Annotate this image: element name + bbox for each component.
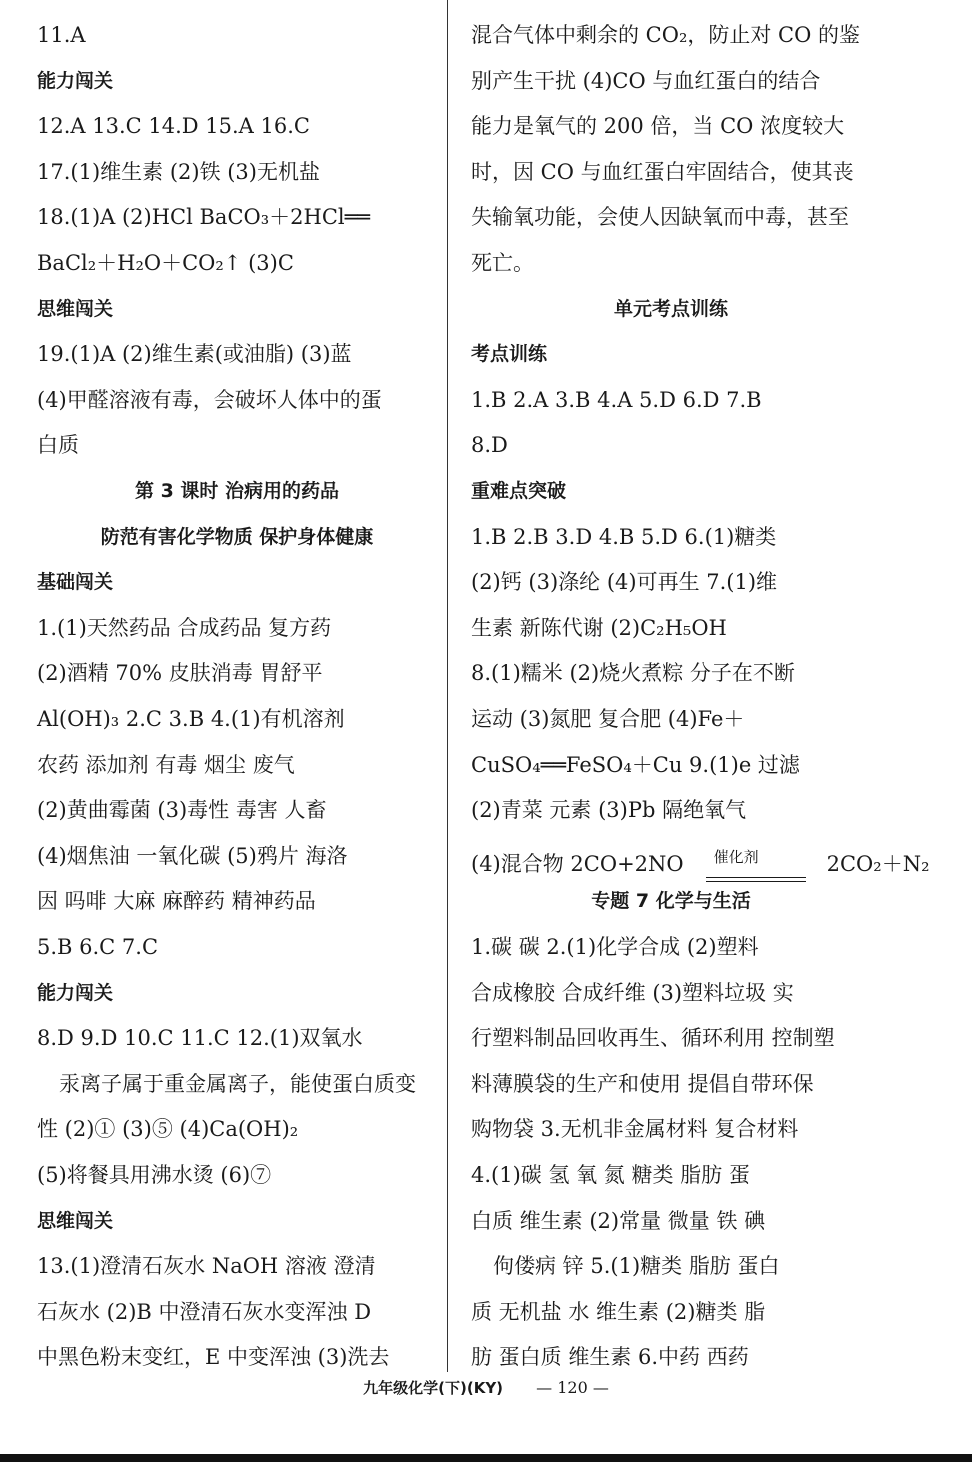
answer-line: 8.D 9.D 10.C 11.C 12.(1)双氧水 [37,1026,363,1051]
answer-line: 肪 蛋白质 维生素 6.中药 西药 [471,1345,749,1370]
page-number: — 120 — [536,1378,609,1397]
answer-line: (2)青菜 元素 (3)Pb 隔绝氧气 [471,798,747,823]
answer-line: 白质 [37,433,79,458]
answer-line: 能力是氧气的 200 倍，当 CO 浓度较大 [471,114,845,139]
answer-line: 18.(1)A (2)HCl BaCO₃＋2HCl══ [37,205,370,230]
answer-line: 11.A [37,23,86,47]
answer-line: 佝偻病 锌 5.(1)糖类 脂肪 蛋白 [493,1254,780,1279]
answer-line: (4)烟焦油 一氧化碳 (5)鸦片 海洛 [37,843,348,868]
answer-line: 别产生干扰 (4)CO 与血红蛋白的结合 [471,68,821,93]
answer-line: 1.碳 碳 2.(1)化学合成 (2)塑料 [471,935,759,959]
section-heading: 能力闯关 [37,981,114,1004]
answer-line: 13.(1)澄清石灰水 NaOH 溶液 澄清 [37,1254,376,1279]
answer-line: 汞离子属于重金属离子，能使蛋白质变 [59,1071,416,1096]
equation-line [471,849,929,879]
answer-line: 性 (2)① (3)⑤ (4)Ca(OH)₂ [37,1117,299,1142]
answer-line: 4.(1)碳 氢 氧 氮 糖类 脂肪 蛋 [471,1163,750,1187]
answer-line: 合成橡胶 合成纤维 (3)塑料垃圾 实 [471,980,794,1005]
page-footer [0,1376,972,1400]
answer-line: 购物袋 3.无机非金属材料 复合材料 [471,1117,799,1142]
answer-line: 运动 (3)氮肥 复合肥 (4)Fe＋ [471,707,745,731]
section-heading: 思维闯关 [37,297,114,320]
answer-line: 质 无机盐 水 维生素 (2)糖类 脂 [471,1299,766,1324]
answer-line: (2)钙 (3)涤纶 (4)可再生 7.(1)维 [471,570,778,595]
answer-line: 失输氧功能，会使人因缺氧而中毒，甚至 [471,205,849,230]
lesson-title: 单元考点训练 [613,297,728,320]
answer-line: 8.(1)糯米 (2)烧火煮粽 分子在不断 [471,661,795,686]
answer-line: 中黑色粉末变红，E 中变浑浊 (3)洗去 [37,1345,390,1370]
answer-line: 石灰水 (2)B 中澄清石灰水变浑浊 D [37,1299,372,1324]
answer-line: 1.B 2.A 3.B 4.A 5.D 6.D 7.B [471,387,762,412]
section-heading: 基础闯关 [37,571,114,594]
answer-line: 17.(1)维生素 (2)铁 (3)无机盐 [37,159,320,184]
answer-line: 白质 维生素 (2)常量 微量 铁 碘 [471,1208,766,1233]
answer-line: 因 吗啡 大麻 麻醉药 精神药品 [37,889,316,914]
bottom-edge-bar [0,1454,972,1462]
answer-line: BaCl₂＋H₂O＋CO₂↑ (3)C [37,251,294,275]
section-heading: 重难点突破 [471,480,567,502]
answer-line: 1.B 2.B 3.D 4.B 5.D 6.(1)糖类 [471,524,777,549]
answer-line: 12.A 13.C 14.D 15.A 16.C [37,114,310,139]
answer-line: (4)甲醛溶液有毒，会破坏人体中的蛋 [37,387,382,412]
answer-line: 5.B 6.C 7.C [37,935,159,959]
answer-line: 19.(1)A (2)维生素(或油脂) (3)蓝 [37,342,352,367]
answer-line: CuSO₄══FeSO₄＋Cu 9.(1)e 过滤 [471,752,800,777]
answer-line: (2)酒精 70% 皮肤消毒 胃舒平 [37,661,323,686]
answer-line: 农药 添加剂 有毒 烟尘 废气 [37,752,295,777]
answer-line: 时，因 CO 与血红蛋白牢固结合，使其丧 [471,159,854,184]
answer-line: 8.D [471,433,508,458]
answer-line: 1.(1)天然药品 合成药品 复方药 [37,615,332,640]
footer-book-title: 九年级化学(下)(KY) [363,1379,504,1397]
answer-line: 生素 新陈代谢 (2)C₂H₅OH [471,615,727,640]
equation-products: 2CO₂＋N₂ [826,851,930,876]
section-heading: 考点训练 [471,343,548,366]
lesson-title: 专题 7 化学与生活 [591,890,751,913]
catalyst-label: 催化剂 [713,847,759,866]
column-divider [447,0,448,1372]
equals-sign [706,877,806,882]
answer-line: 死亡。 [471,251,534,275]
equation-reactants: (4)混合物 2CO+2NO [471,851,684,876]
answer-line: 料薄膜袋的生产和使用 提倡自带环保 [471,1071,814,1096]
answer-line: Al(OH)₃ 2.C 3.B 4.(1)有机溶剂 [37,707,345,731]
lesson-title: 防范有害化学物质 保护身体健康 [100,525,374,548]
answer-line: 行塑料制品回收再生、循环利用 控制塑 [471,1026,835,1051]
answer-line: (2)黄曲霉菌 (3)毒性 毒害 人畜 [37,798,327,823]
lesson-title: 第 3 课时 治病用的药品 [134,480,340,502]
answer-line: (5)将餐具用沸水烫 (6)⑦ [37,1163,272,1187]
section-heading: 思维闯关 [37,1209,114,1232]
answer-line: 混合气体中剩余的 CO₂，防止对 CO 的鉴 [471,23,861,47]
section-heading: 能力闯关 [37,69,114,92]
